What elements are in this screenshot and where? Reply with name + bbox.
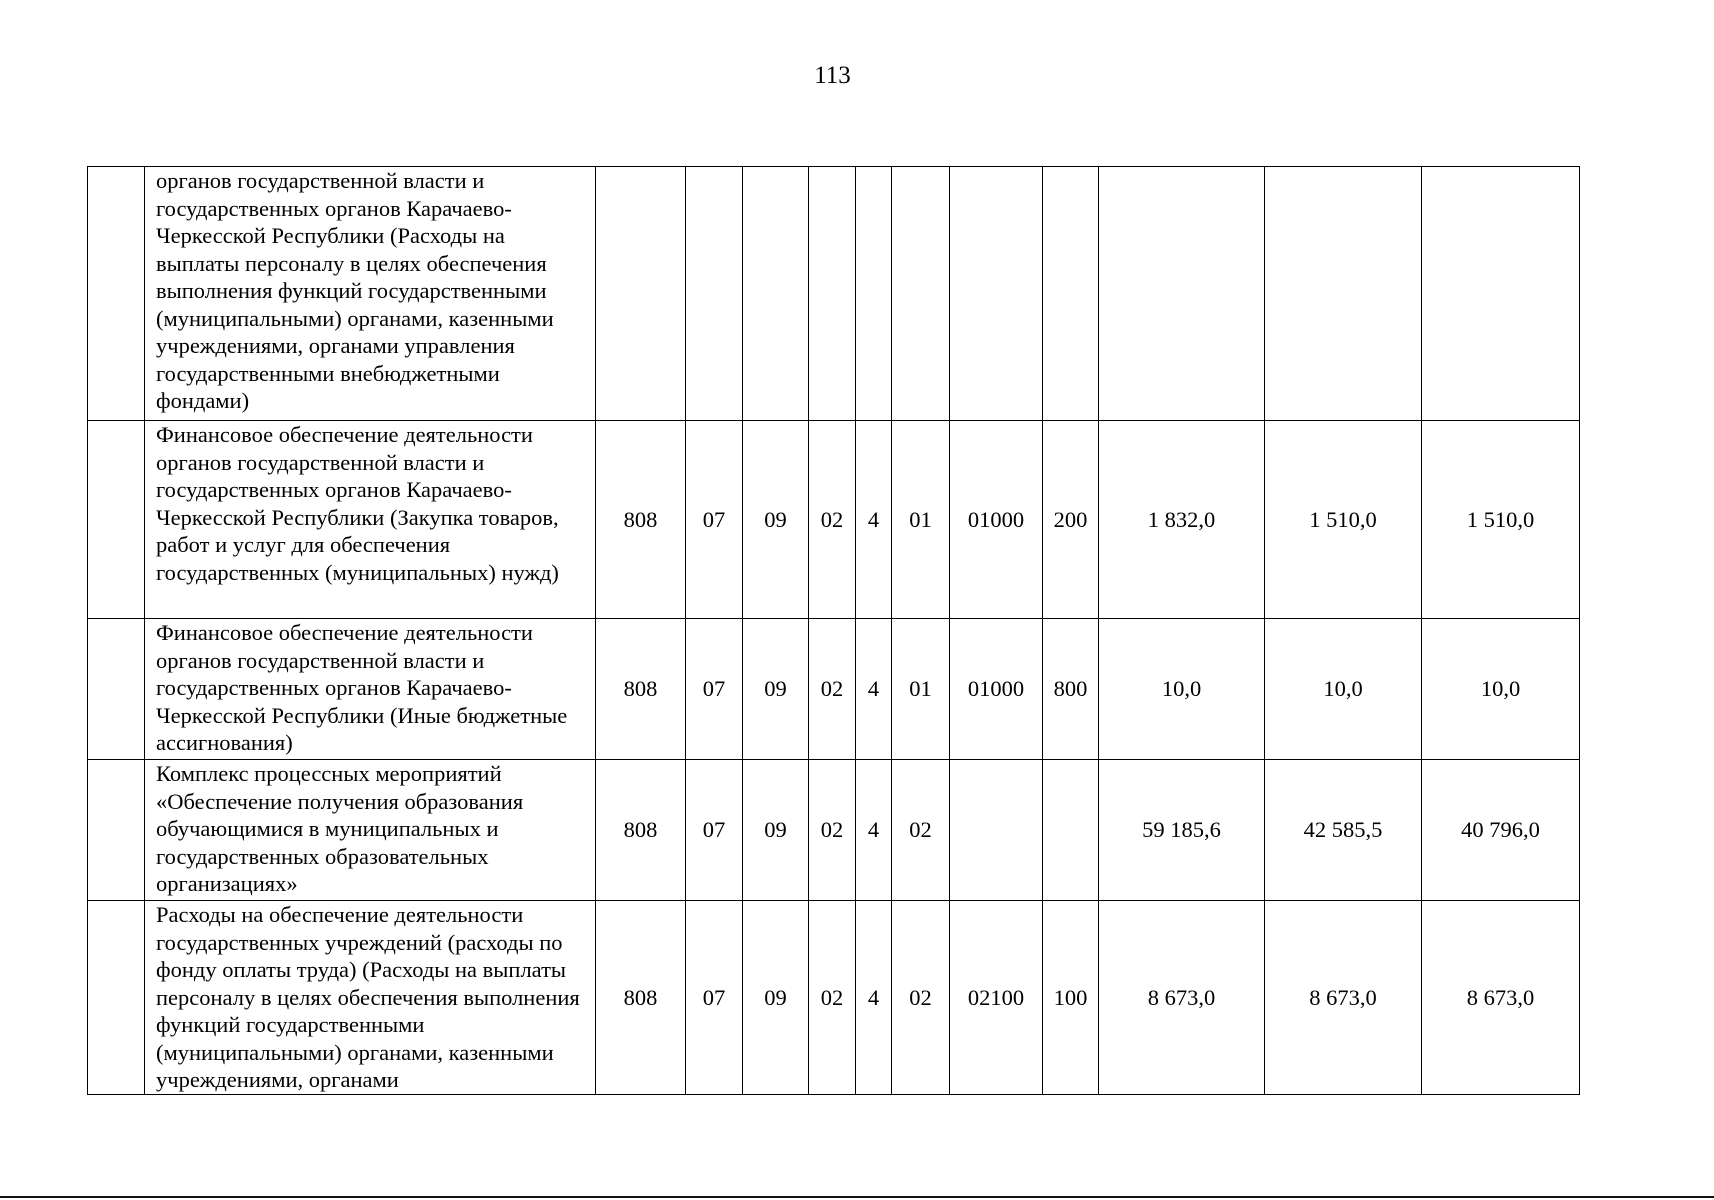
- row-index-cell: [88, 167, 145, 421]
- direction-code-cell: 02100: [950, 901, 1043, 1095]
- page-bottom-edge: [0, 1196, 1714, 1198]
- amount-year-2-cell: [1265, 167, 1422, 421]
- event-code-cell: 01: [892, 421, 950, 619]
- amount-year-1-cell: 59 185,6: [1099, 760, 1265, 901]
- event-code-cell: 01: [892, 619, 950, 760]
- direction-code-cell: 01000: [950, 421, 1043, 619]
- subsection-code-cell: 09: [743, 619, 809, 760]
- section-code-cell: 07: [686, 760, 743, 901]
- row-description-cell: Финансовое обеспечение деятельности органов государственной власти и государственных органов Карачаево-Черкесской Республики (Закупка товаров, работ и услуг для обеспечения государственных (муниципальных) нужд): [145, 421, 596, 619]
- budget-table: [87, 166, 1580, 1095]
- table-row: [88, 901, 1580, 1095]
- row-index-cell: [88, 760, 145, 901]
- row-description-cell: Финансовое обеспечение деятельности органов государственной власти и государственных органов Карачаево-Черкесской Республики (Иные бюджетные ассигнования): [145, 619, 596, 760]
- subsection-code-cell: 09: [743, 760, 809, 901]
- ministry-code-cell: 808: [596, 760, 686, 901]
- amount-year-2-cell: 42 585,5: [1265, 760, 1422, 901]
- amount-year-1-cell: 8 673,0: [1099, 901, 1265, 1095]
- table-row: [88, 619, 1580, 760]
- ministry-code-cell: 808: [596, 619, 686, 760]
- event-code-cell: 02: [892, 760, 950, 901]
- ministry-code-cell: 808: [596, 421, 686, 619]
- amount-year-3-cell: 10,0: [1422, 619, 1580, 760]
- table-row: [88, 421, 1580, 619]
- event-code-cell: 02: [892, 901, 950, 1095]
- program-code-cell: 02: [809, 619, 856, 760]
- row-description-cell: органов государственной власти и государственных органов Карачаево-Черкесской Республики (Расходы на выплаты персоналу в целях обеспечения выполнения функций государственными (муниципальными) органами, казенными учреждениями, органами управления государственными внебюджетными фондами): [145, 167, 596, 421]
- amount-year-3-cell: [1422, 167, 1580, 421]
- expense-type-code-cell: 100: [1043, 901, 1099, 1095]
- amount-year-1-cell: 10,0: [1099, 619, 1265, 760]
- amount-year-1-cell: [1099, 167, 1265, 421]
- program-code-cell: 02: [809, 760, 856, 901]
- direction-code-cell: [950, 760, 1043, 901]
- amount-year-2-cell: 8 673,0: [1265, 901, 1422, 1095]
- amount-year-3-cell: 40 796,0: [1422, 760, 1580, 901]
- ministry-code-cell: 808: [596, 901, 686, 1095]
- program-code-cell: 02: [809, 421, 856, 619]
- section-code-cell: [686, 167, 743, 421]
- direction-code-cell: [950, 167, 1043, 421]
- type-code-cell: [856, 167, 892, 421]
- table-row: [88, 167, 1580, 421]
- section-code-cell: 07: [686, 619, 743, 760]
- row-index-cell: [88, 619, 145, 760]
- expense-type-code-cell: [1043, 167, 1099, 421]
- program-code-cell: [809, 167, 856, 421]
- amount-year-3-cell: 8 673,0: [1422, 901, 1580, 1095]
- table-row: [88, 760, 1580, 901]
- subsection-code-cell: 09: [743, 901, 809, 1095]
- row-index-cell: [88, 421, 145, 619]
- type-code-cell: 4: [856, 901, 892, 1095]
- expense-type-code-cell: [1043, 760, 1099, 901]
- row-index-cell: [88, 901, 145, 1095]
- type-code-cell: 4: [856, 760, 892, 901]
- expense-type-code-cell: 200: [1043, 421, 1099, 619]
- section-code-cell: 07: [686, 901, 743, 1095]
- type-code-cell: 4: [856, 619, 892, 760]
- amount-year-2-cell: 10,0: [1265, 619, 1422, 760]
- row-description-cell: Расходы на обеспечение деятельности государственных учреждений (расходы по фонду оплаты труда) (Расходы на выплаты персоналу в целях обеспечения выполнения функций государственными (муниципальными) органами, казенными учреждениями, органами: [145, 901, 596, 1095]
- amount-year-3-cell: 1 510,0: [1422, 421, 1580, 619]
- expense-type-code-cell: 800: [1043, 619, 1099, 760]
- subsection-code-cell: [743, 167, 809, 421]
- page-number: 113: [814, 62, 851, 89]
- section-code-cell: 07: [686, 421, 743, 619]
- ministry-code-cell: [596, 167, 686, 421]
- event-code-cell: [892, 167, 950, 421]
- amount-year-2-cell: 1 510,0: [1265, 421, 1422, 619]
- amount-year-1-cell: 1 832,0: [1099, 421, 1265, 619]
- type-code-cell: 4: [856, 421, 892, 619]
- program-code-cell: 02: [809, 901, 856, 1095]
- direction-code-cell: 01000: [950, 619, 1043, 760]
- subsection-code-cell: 09: [743, 421, 809, 619]
- row-description-cell: Комплекс процессных мероприятий «Обеспечение получения образования обучающимися в муниципальных и государственных образовательных организациях»: [145, 760, 596, 901]
